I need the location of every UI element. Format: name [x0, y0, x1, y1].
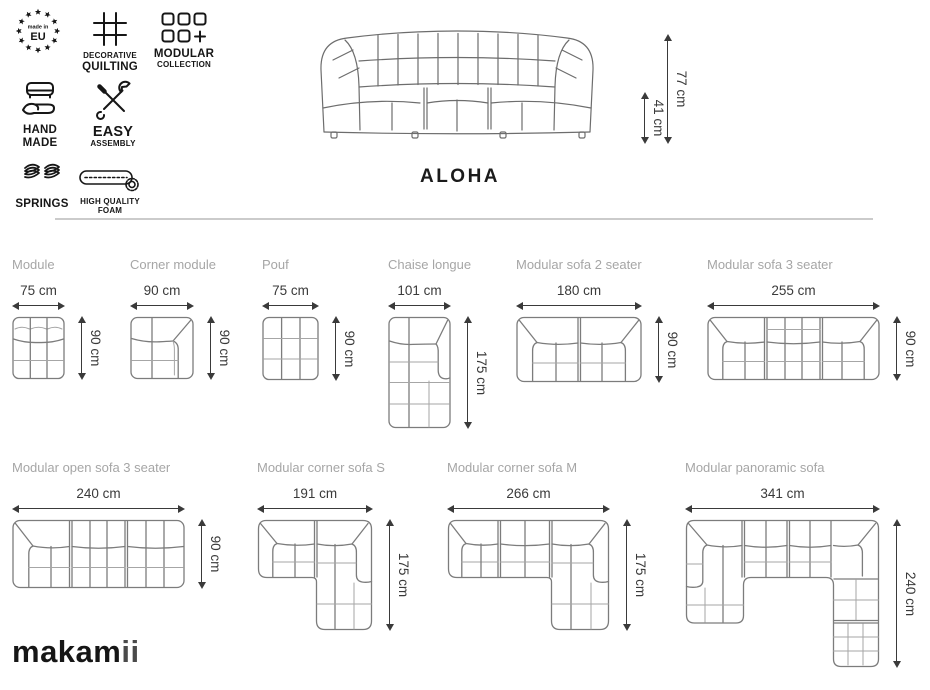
panoramic-sofa-top-view-drawing [685, 519, 880, 668]
horizontal-arrow [257, 504, 373, 513]
depth-value: 90 cm [208, 535, 223, 573]
diagram-chaise-longue [388, 257, 490, 429]
depth-dimension [892, 316, 919, 381]
foam-icon [79, 164, 141, 194]
depth-value: 90 cm [88, 329, 103, 367]
badge-label: HAND [22, 124, 57, 136]
badge-label: MODULAR [153, 48, 215, 60]
eu-stars-icon [14, 6, 62, 56]
diagram-title: Pouf [262, 257, 289, 272]
sofa-3-seater-top-view-drawing [707, 316, 880, 381]
badge-label: EASY [92, 124, 134, 140]
depth-value: 175 cm [396, 552, 411, 598]
depth-dimension [197, 519, 224, 589]
chaise-top-view-drawing [388, 316, 451, 429]
diagram-corner-module [130, 257, 233, 380]
badge-modular-collection [152, 12, 216, 70]
badge-eu-text-main: EU [30, 31, 46, 43]
overall-height-value: 77 cm [674, 70, 689, 108]
badge-label: HIGH QUALITY [80, 197, 140, 206]
feature-badges [6, 4, 226, 216]
diagram-title: Modular open sofa 3 seater [12, 460, 171, 475]
badge-made-in-eu [8, 6, 68, 56]
diagram-title: Modular corner sofa M [447, 460, 578, 475]
badge-eu-text-top: made in [27, 24, 49, 31]
horizontal-arrow [685, 504, 880, 513]
badge-label: QUILTING [82, 60, 138, 73]
diagram-title: Corner module [130, 257, 216, 272]
badge-springs [14, 160, 70, 211]
width-value: 75 cm [272, 283, 309, 298]
width-value: 191 cm [292, 486, 338, 501]
corner-sofa-s-top-view-drawing [257, 519, 373, 631]
horizontal-arrow [447, 504, 610, 513]
vertical-arrow [892, 316, 901, 381]
section-divider [55, 218, 873, 220]
brand-logo-suffix: ii [121, 634, 140, 669]
badge-label: FOAM [97, 205, 123, 215]
diagram-panoramic-sofa [685, 460, 919, 668]
diagram-sofa-3-seater [707, 257, 919, 381]
width-value: 101 cm [397, 283, 442, 298]
diagram-module [12, 257, 104, 380]
width-value: 255 cm [771, 283, 816, 298]
vertical-arrow [463, 316, 472, 429]
depth-dimension [654, 316, 681, 383]
overall-height-dimension [663, 34, 690, 144]
diagram-sofa-2-seater [516, 257, 681, 383]
module-top-view-drawing [12, 316, 65, 380]
horizontal-arrow [12, 504, 185, 513]
badge-label: SPRINGS [15, 198, 69, 210]
vertical-arrow [197, 519, 206, 589]
vertical-arrow [892, 519, 901, 668]
corner-module-top-view-drawing [130, 316, 194, 380]
product-name: ALOHA [419, 166, 501, 187]
diagram-corner-sofa-m [447, 460, 649, 631]
vertical-arrow [206, 316, 215, 380]
vertical-arrow [331, 316, 340, 381]
vertical-arrow [663, 34, 672, 144]
sofa-2-seater-top-view-drawing [516, 316, 642, 383]
badge-label: ASSEMBLY [90, 139, 136, 149]
diagram-title: Modular corner sofa S [257, 460, 385, 475]
sofa-front-view-drawing [300, 28, 615, 144]
depth-value: 90 cm [342, 330, 357, 367]
horizontal-arrow [516, 301, 642, 310]
diagram-pouf [262, 257, 358, 381]
quilting-grid-icon [90, 10, 130, 48]
tools-icon [93, 80, 133, 120]
depth-dimension [206, 316, 233, 380]
modular-squares-icon [161, 12, 207, 44]
diagram-title: Modular sofa 2 seater [516, 257, 642, 272]
vertical-arrow [77, 316, 86, 380]
open-sofa-top-view-drawing [12, 519, 185, 589]
diagram-title: Module [12, 257, 55, 272]
diagram-title: Modular panoramic sofa [685, 460, 825, 475]
horizontal-arrow [130, 301, 194, 310]
depth-dimension [77, 316, 104, 380]
diagram-open-sofa-3-seater [12, 460, 224, 589]
horizontal-arrow [707, 301, 880, 310]
depth-value: 90 cm [217, 329, 232, 367]
badge-label: DECORATIVE [83, 51, 137, 60]
width-value: 75 cm [20, 283, 57, 298]
seat-height-value: 41 cm [651, 99, 666, 137]
hand-sofa-icon [19, 80, 61, 120]
width-value: 341 cm [760, 486, 805, 501]
depth-value: 90 cm [665, 331, 680, 368]
depth-dimension [892, 519, 919, 668]
depth-value: 175 cm [474, 350, 489, 395]
width-value: 90 cm [143, 283, 181, 298]
diagram-title: Modular sofa 3 seater [707, 257, 833, 272]
horizontal-arrow [262, 301, 319, 310]
badge-easy-assembly [82, 80, 144, 149]
depth-dimension [331, 316, 358, 381]
badge-label: MADE [22, 136, 58, 149]
vertical-arrow [385, 519, 394, 631]
pouf-top-view-drawing [262, 316, 319, 381]
depth-dimension [622, 519, 649, 631]
width-value: 266 cm [506, 486, 551, 501]
hero-sofa-illustration [300, 28, 615, 149]
vertical-arrow [654, 316, 663, 383]
width-value: 240 cm [76, 486, 121, 501]
horizontal-arrow [388, 301, 451, 310]
vertical-arrow [640, 92, 649, 144]
depth-value: 90 cm [903, 330, 918, 367]
diagram-corner-sofa-s [257, 460, 412, 631]
depth-value: 175 cm [633, 552, 648, 598]
vertical-arrow [622, 519, 631, 631]
badge-hand-made [12, 80, 68, 150]
brand-logo [12, 634, 140, 670]
brand-logo-main: makam [12, 634, 122, 669]
depth-dimension [385, 519, 412, 631]
springs-icon [22, 160, 62, 194]
badge-label: COLLECTION [156, 59, 211, 69]
depth-dimension [463, 316, 490, 429]
badge-high-quality-foam [72, 164, 148, 216]
horizontal-arrow [12, 301, 65, 310]
badge-decorative-quilting [78, 10, 142, 74]
corner-sofa-m-top-view-drawing [447, 519, 610, 631]
width-value: 180 cm [556, 283, 602, 298]
diagram-title: Chaise longue [388, 257, 472, 272]
depth-value: 240 cm [903, 571, 918, 616]
